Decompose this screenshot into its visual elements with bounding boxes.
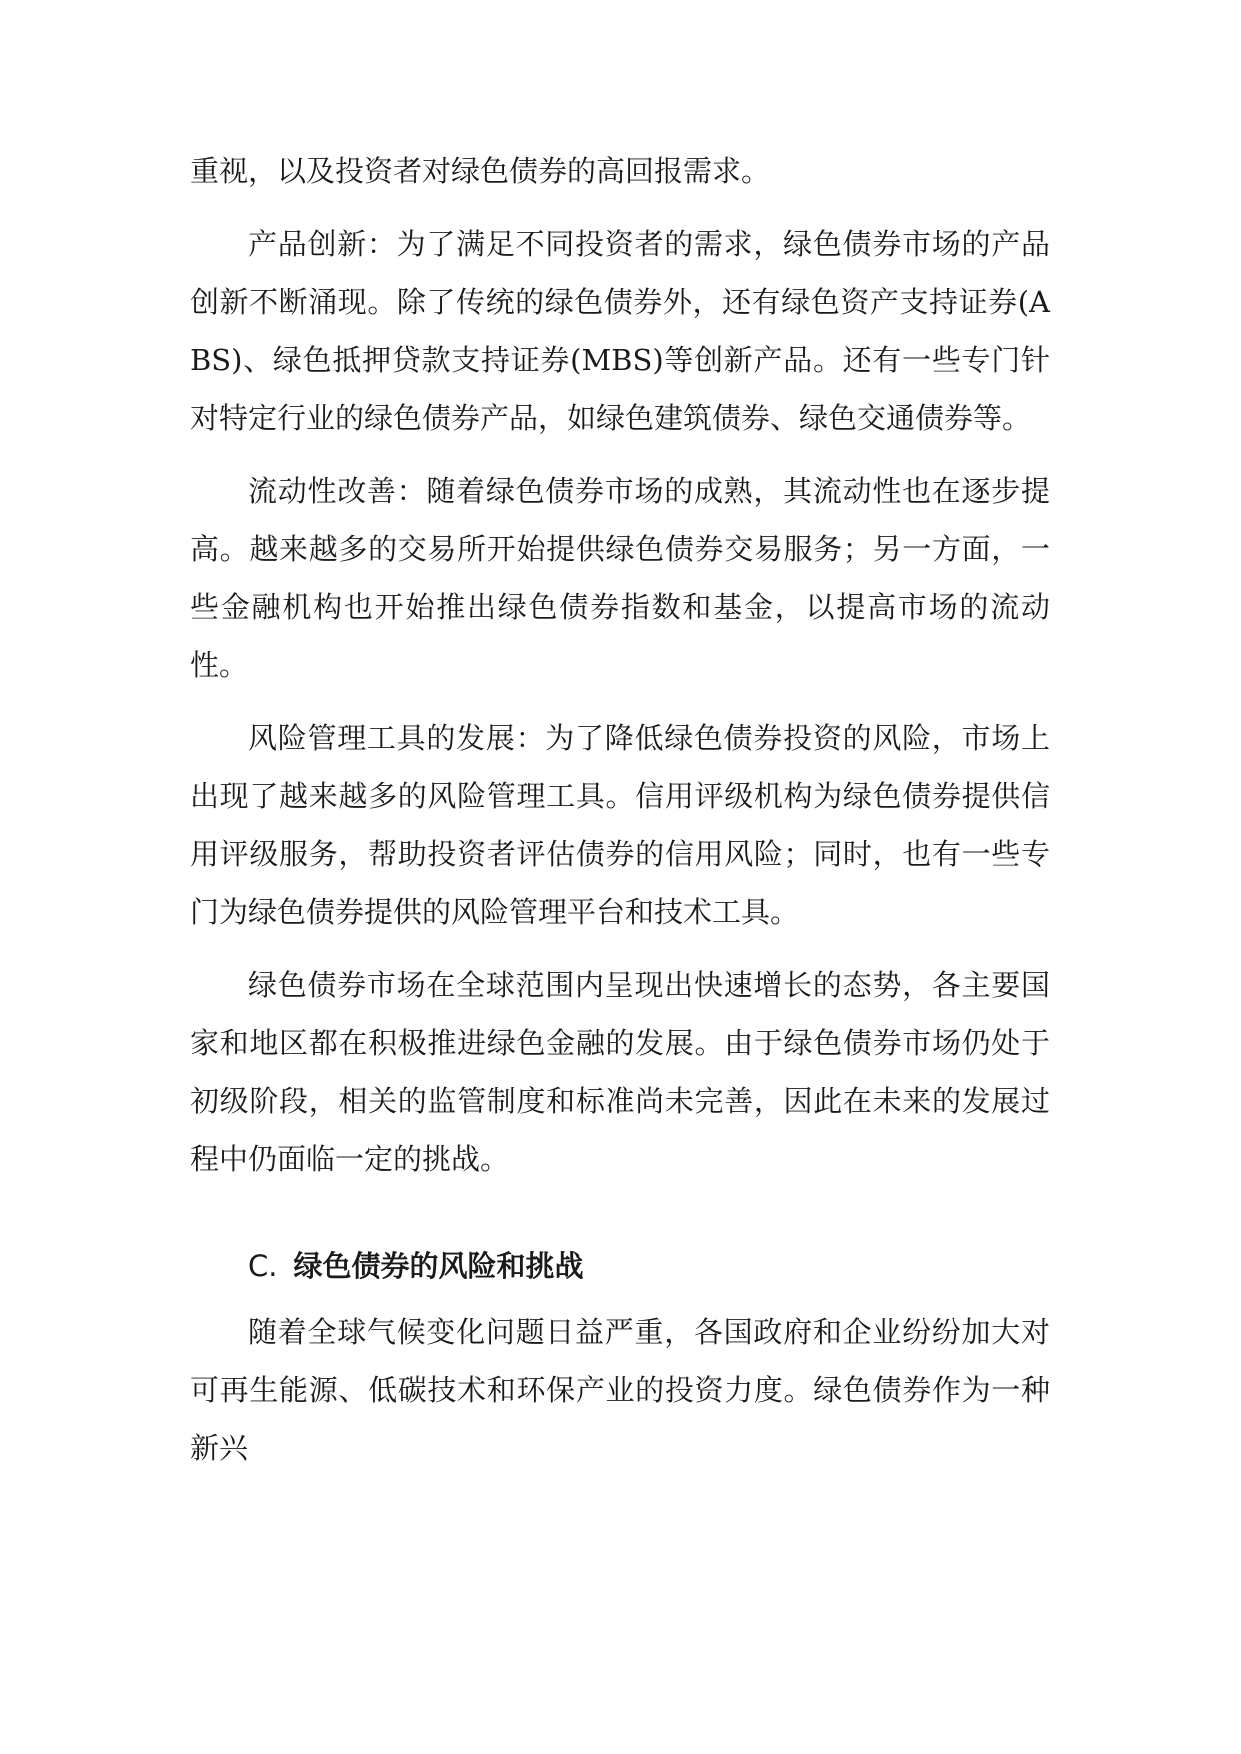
paragraph-section-intro: 随着全球气候变化问题日益严重，各国政府和企业纷纷加大对可再生能源、低碳技术和环保产业的投资力度。绿色债券作为一种新兴 — [190, 1315, 1050, 1465]
paragraph-risk-tools: 风险管理工具的发展：为了降低绿色债券投资的风险，市场上出现了越来越多的风险管理工具。信用评级机构为绿色债券提供信用评级服务，帮助投资者评估债券的信用风险；同时，也有一些专门为绿色债券提供的风险管理平台和技术工具。 — [190, 721, 1050, 929]
section-heading — [190, 1237, 1050, 1295]
paragraph-market-summary: 绿色债券市场在全球范围内呈现出快速增长的态势，各主要国家和地区都在积极推进绿色金融的发展。由于绿色债券市场仍处于初级阶段，相关的监管制度和标准尚未完善，因此在未来的发展过程中仍面临一定的挑战。 — [190, 968, 1050, 1176]
section-heading-label: C. — [248, 1249, 278, 1283]
document-body — [190, 142, 1050, 1492]
section-heading-title: 绿色债券的风险和挑战 — [293, 1249, 584, 1283]
paragraph-liquidity: 流动性改善：随着绿色债券市场的成熟，其流动性也在逐步提高。越来越多的交易所开始提供绿色债券交易服务；另一方面，一些金融机构也开始推出绿色债券指数和基金，以提高市场的流动性。 — [190, 474, 1050, 682]
paragraph-product-innovation: 产品创新：为了满足不同投资者的需求，绿色债券市场的产品创新不断涌现。除了传统的绿色债券外，还有绿色资产支持证券(ABS)、绿色抵押贷款支持证券(MBS)等创新产品。还有一些专门针对特定行业的绿色债券产品，如绿色建筑债券、绿色交通债券等。 — [190, 227, 1050, 435]
paragraph-continuation: 重视，以及投资者对绿色债券的高回报需求。 — [190, 154, 771, 188]
